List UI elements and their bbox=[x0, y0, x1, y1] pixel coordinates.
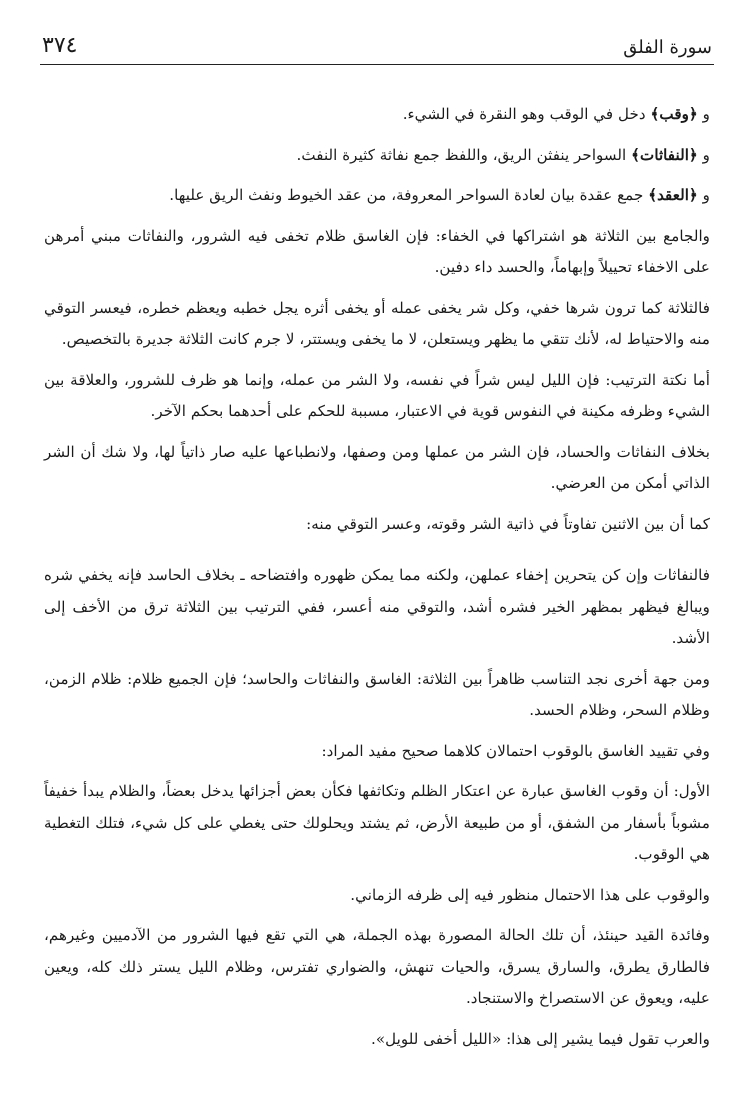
quranic-term: ﴿العقد﴾ bbox=[648, 186, 698, 204]
surah-title: سورة الفلق bbox=[623, 37, 712, 58]
paragraph-text: السواحر ينفثن الريق، واللفظ جمع نفاثة كثيرة النفث. bbox=[296, 145, 632, 164]
paragraph-text: دخل في الوقب وهو النقرة في الشيء. bbox=[402, 105, 651, 123]
paragraph: أما نكتة الترتيب: فإن الليل ليس شراً في نفسه، ولا الشر من عمله، وإنما هو ظرف للشرور، والعلاقة بين الشيء وظرفه مكينة في النفوس قوية في الاعتبار، مسببة للحكم على أحدهما بحكم الآخر. bbox=[44, 370, 710, 420]
paragraph: بخلاف النفاثات والحساد، فإن الشر من عملها ومن وصفها، ولانطباعها عليه صار ذاتياً لها، ولا شك أن الشر الذاتي أمكن من العرضي. bbox=[44, 442, 710, 492]
paragraph-lead: و bbox=[697, 186, 710, 204]
page-header bbox=[40, 28, 714, 65]
paragraph bbox=[44, 99, 710, 131]
book-page bbox=[40, 28, 714, 1064]
paragraph-lead: و bbox=[697, 145, 710, 164]
paragraph: ومن جهة أخرى نجد التناسب ظاهراً بين الثلاثة: الغاسق والنفاثات والحاسد؛ فإن الجميع ظلام: ظلام الزمن، وظلام السحر، وظلام الحسد. bbox=[44, 669, 710, 719]
paragraph: فالثلاثة كما ترون شرها خفي، وكل شر يخفى عمله أو يخفى أثره يجل خطبه ويعظم خطره، فيعسر التوقي منه والاحتياط له، لأنك تتقي ما يظهر ويستعلن، لا ما يخفى ويستتر، لا جرم كانت الثلاثة جديرة بالتخصيص. bbox=[44, 298, 710, 348]
paragraph: الأول: أن وقوب الغاسق عبارة عن اعتكار الظلم وتكاثفها فكأن بعض أجزائها يدخل بعضاً، والظلام يبدأ خفيفاً مشوباً بأسفار من الشفق، أو من طبيعة الأرض، ثم يشتد ويحلولك حتى يغطي على كل شيء، فتلك التغطية هي الوقوب. bbox=[44, 782, 710, 863]
paragraph: والوقوب على هذا الاحتمال منظور فيه إلى ظرفه الزماني. bbox=[350, 885, 710, 904]
paragraph: والجامع بين الثلاثة هو اشتراكها في الخفاء: فإن الغاسق ظلام تخفى فيه الشرور، والنفاثات مبني أمرهن على الاخفاء تحييلاً وإبهاماً، والحسد داء دفين. bbox=[44, 226, 710, 276]
paragraph: فالنفاثات وإن كن يتحرين إخفاء عملهن، ولكنه مما يمكن ظهوره وافتضاحه ـ بخلاف الحاسد فإنه يخفي شره ويبالغ فيظهر بمظهر الخير فشره أشد، والتوقي منه أعسر، ففي الترتيب بين الثلاثة ترق من الأخف إلى الأشد. bbox=[44, 566, 710, 647]
page-body bbox=[40, 99, 714, 1055]
quranic-term: ﴿وقب﴾ bbox=[650, 105, 698, 123]
paragraph bbox=[44, 140, 710, 172]
paragraph: كما أن بين الاثنين تفاوتاً في ذاتية الشر وقوته، وعسر التوقي منه: bbox=[306, 514, 710, 533]
paragraph-text: جمع عقدة بيان لعادة السواحر المعروفة، من عقد الخيوط ونفث الريق عليها. bbox=[169, 186, 649, 204]
paragraph bbox=[44, 180, 710, 212]
paragraph: والعرب تقول فيما يشير إلى هذا: «الليل أخفى للويل». bbox=[371, 1029, 710, 1048]
page-number: ٣٧٤ bbox=[42, 33, 78, 58]
quranic-term: ﴿النفاثات﴾ bbox=[631, 145, 698, 164]
paragraph-lead: و bbox=[697, 105, 710, 123]
paragraph: وفائدة القيد حينئذ، أن تلك الحالة المصورة بهذه الجملة، هي التي تقع فيها الشرور من الآدميين وغيرهم، فالطارق يطرق، والسارق يسرق، والحيات تنهش، والضواري تفترس، وظلام الليل يستر ذلك كله، ويعين عليه، ويعوق عن الاستصراخ والاستنجاد. bbox=[44, 926, 710, 1007]
paragraph: وفي تقييد الغاسق بالوقوب احتمالان كلاهما صحيح مفيد المراد: bbox=[321, 741, 710, 760]
